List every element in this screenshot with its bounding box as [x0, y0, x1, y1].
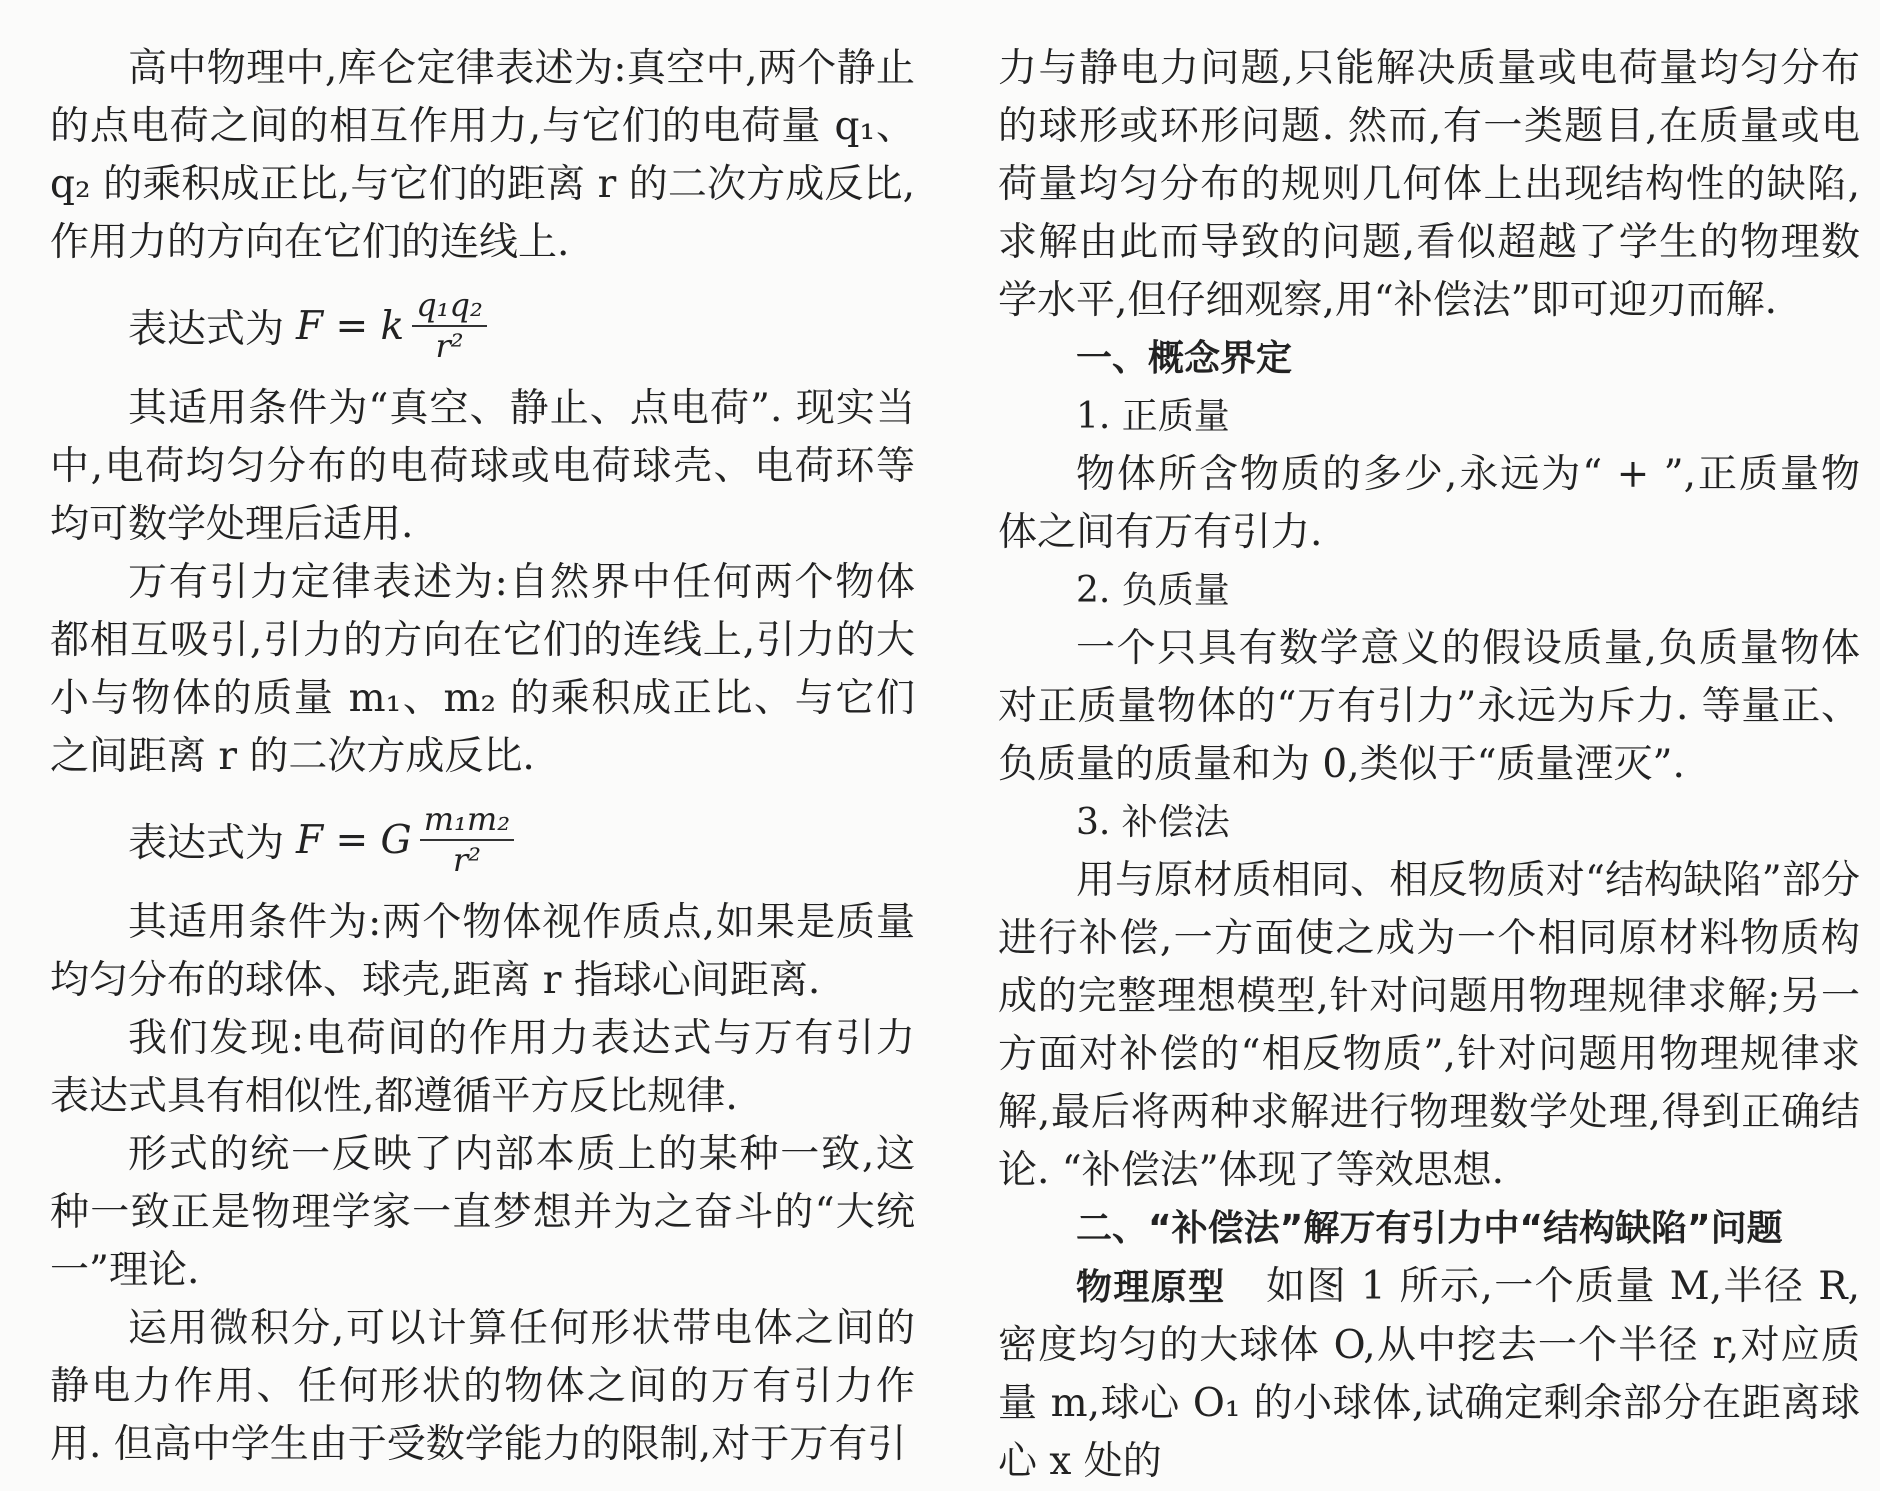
fraction [420, 799, 514, 879]
paragraph: 力与静电力问题,只能解决质量或电荷量均匀分布的球形或环形问题. 然而,有一类题目,在质量或电荷量均匀分布的规则几何体上出现结构性的缺陷,求解由此而导致的问题,看似超越了学生的物理数学水平,但仔细观察,用“补偿法”即可迎刃而解. [998, 46, 1860, 323]
section-heading: 一、概念界定 [1076, 338, 1293, 379]
paragraph: 运用微积分,可以计算任何形状带电体之间的静电力作用、任何形状的物体之间的万有引力作用. 但高中学生由于受数学能力的限制,对于万有引 [50, 1306, 915, 1467]
paragraph [998, 1258, 1860, 1491]
formula-lhs: F = G [296, 817, 412, 863]
gravitation-formula [50, 786, 915, 894]
paragraph: 高中物理中,库仑定律表述为:真空中,两个静止的点电荷之间的相互作用力,与它们的电荷量 q₁、q₂ 的乘积成正比,与它们的距离 r 的二次方成反比,作用力的方向在它们的连线上. [50, 46, 915, 265]
paragraph: 形式的统一反映了内部本质上的某种一致,这种一致正是物理学家一直梦想并为之奋斗的“大统一”理论. [50, 1132, 915, 1293]
fraction-numerator: m₁m₂ [420, 802, 514, 841]
subsection-heading: 3. 补偿法 [1076, 802, 1230, 843]
fraction [412, 285, 487, 365]
formula-lhs: F = k [296, 303, 405, 349]
formula-prefix: 表达式为 [128, 307, 285, 352]
bold-lead: 物理原型 [1076, 1267, 1226, 1308]
section-heading: 二、“补偿法”解万有引力中“结构缺陷”问题 [1076, 1208, 1783, 1249]
fraction-denominator: r² [435, 327, 464, 365]
right-column [998, 40, 1860, 1491]
formula-prefix: 表达式为 [128, 821, 285, 866]
paragraph-text: 如图 1 所示,一个质量 M,半径 R,密度均匀的大球体 O,从中挖去一个半径 r,对应质量 m,球心 O₁ 的小球体,试确定剩余部分在距离球心 x 处的 [998, 1264, 1860, 1484]
subsection-heading: 1. 正质量 [1076, 396, 1230, 437]
paragraph: 一个只具有数学意义的假设质量,负质量物体对正质量物体的“万有引力”永远为斥力. 等量正、负质量的质量和为 0,类似于“质量湮灭”. [998, 626, 1860, 787]
paragraph: 其适用条件为:两个物体视作质点,如果是质量均匀分布的球体、球壳,距离 r 指球心间距离. [50, 900, 915, 1003]
paragraph: 万有引力定律表述为:自然界中任何两个物体都相互吸引,引力的方向在它们的连线上,引力的大小与物体的质量 m₁、m₂ 的乘积成正比、与它们之间距离 r 的二次方成反比. [50, 560, 915, 779]
paragraph: 物体所含物质的多少,永远为“ + ”,正质量物体之间有万有引力. [998, 452, 1860, 555]
fraction-numerator: q₁q₂ [412, 288, 487, 327]
fraction-denominator: r² [452, 841, 481, 879]
paragraph: 我们发现:电荷间的作用力表达式与万有引力表达式具有相似性,都遵循平方反比规律. [50, 1016, 915, 1119]
paragraph: 用与原材质相同、相反物质对“结构缺陷”部分进行补偿,一方面使之成为一个相同原材料物质构成的完整理想模型,针对问题用物理规律求解;另一方面对补偿的“相反物质”,针对问题用物理规律求解,最后将两种求解进行物理数学处理,得到正确结论. “补偿法”体现了等效思想. [998, 858, 1860, 1193]
paragraph: 其适用条件为“真空、静止、点电荷”. 现实当中,电荷均匀分布的电荷球或电荷球壳、电荷环等均可数学处理后适用. [50, 386, 915, 547]
coulomb-formula [50, 272, 915, 380]
left-column [50, 40, 915, 1474]
subsection-heading: 2. 负质量 [1076, 570, 1230, 611]
